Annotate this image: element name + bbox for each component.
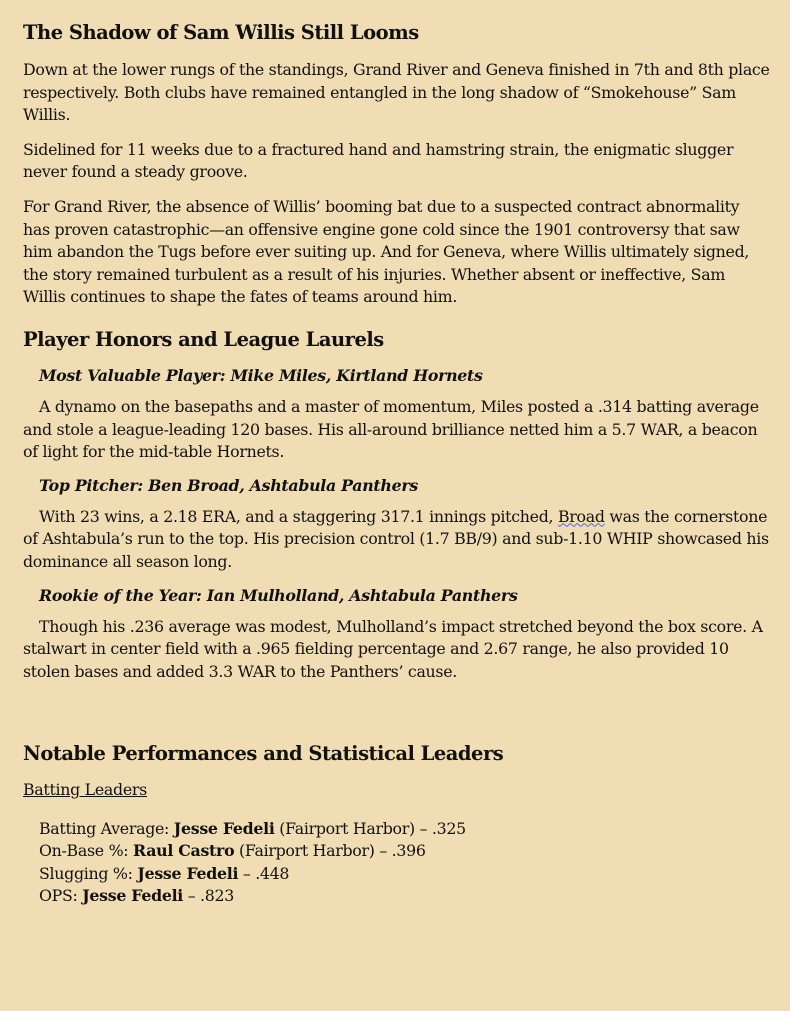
paragraph-standings: Down at the lower rungs of the standings, Grand River and Geneva finished in 7th and 8th place respectively. Both clubs have remained entangled in the long shadow of “Smokehouse” Sam Willis. [23, 60, 770, 125]
honor-text-top-pitcher [23, 506, 770, 574]
sub-heading-batting-leaders: Batting Leaders [23, 780, 147, 800]
leader-player: Jesse Fedeli [173, 819, 275, 839]
leader-detail: (Fairport Harbor) – .325 [274, 819, 466, 839]
honor-text-rookie: Though his .236 average was modest, Mulholland’s impact stretched beyond the box score. A stalwart in center field with a .965 fielding percentage and 2.67 range, he also provided 10 stolen bases and added 3.3 WAR to the Panthers’ cause. [23, 616, 763, 681]
leader-row-ops [39, 885, 770, 907]
leader-player: Jesse Fedeli [137, 863, 239, 883]
leader-row-slugging [39, 863, 770, 885]
section-heading-leaders: Notable Performances and Statistical Leaders [23, 742, 504, 766]
honor-title-mvp: Most Valuable Player: Mike Miles, Kirtland Hornets [39, 365, 483, 385]
leader-stat: Batting Average: [39, 819, 174, 839]
leader-stat: OPS: [39, 885, 83, 905]
paragraph-grand-river: For Grand River, the absence of Willis’ booming bat due to a suspected contract abnormality has proven catastrophic—an offensive engine gone cold since the 1901 controversy that saw him abandon the Tugs before ever suiting up. And for Geneva, where Willis ultimately signed, the story remained turbulent as a result of his injuries. Whether absent or ineffective, Sam Willis continues to shape the fates of teams around him. [23, 196, 750, 307]
leader-detail: – .823 [183, 885, 235, 905]
leader-stat: On-Base %: [39, 841, 134, 861]
honor-text-top-pitcher-part2: was the cornerstone of Ashtabula’s run to the top. His precision control (1.7 BB/9) and sub-1.10 WHIP showcased his dominance all season long. [23, 506, 769, 571]
leader-detail: – .448 [238, 863, 290, 883]
spellcheck-word-broad: Broad [557, 506, 605, 526]
honor-title-rookie: Rookie of the Year: Ian Mulholland, Ashtabula Panthers [39, 585, 518, 605]
leader-player: Jesse Fedeli [82, 885, 184, 905]
leader-detail: (Fairport Harbor) – .396 [234, 841, 426, 861]
section-heading-honors: Player Honors and League Laurels [23, 327, 384, 351]
section-heading-sam-willis: The Shadow of Sam Willis Still Looms [23, 21, 419, 44]
leader-row-batting-average [39, 818, 770, 840]
leader-player: Raul Castro [133, 841, 235, 861]
paragraph-sidelined: Sidelined for 11 weeks due to a fractured hand and hamstring strain, the enigmatic slugger never found a steady groove. [23, 139, 734, 182]
leader-row-on-base [39, 840, 770, 862]
honor-text-top-pitcher-part1: With 23 wins, a 2.18 ERA, and a staggering 317.1 innings pitched, [39, 506, 558, 526]
honor-title-top-pitcher: Top Pitcher: Ben Broad, Ashtabula Panthers [39, 475, 418, 495]
honor-text-mvp: A dynamo on the basepaths and a master of momentum, Miles posted a .314 batting average and stole a league-leading 120 bases. His all-around brilliance netted him a 5.7 WAR, a beacon of light for the mid-table Hornets. [23, 396, 759, 462]
leader-stat: Slugging %: [39, 863, 138, 883]
